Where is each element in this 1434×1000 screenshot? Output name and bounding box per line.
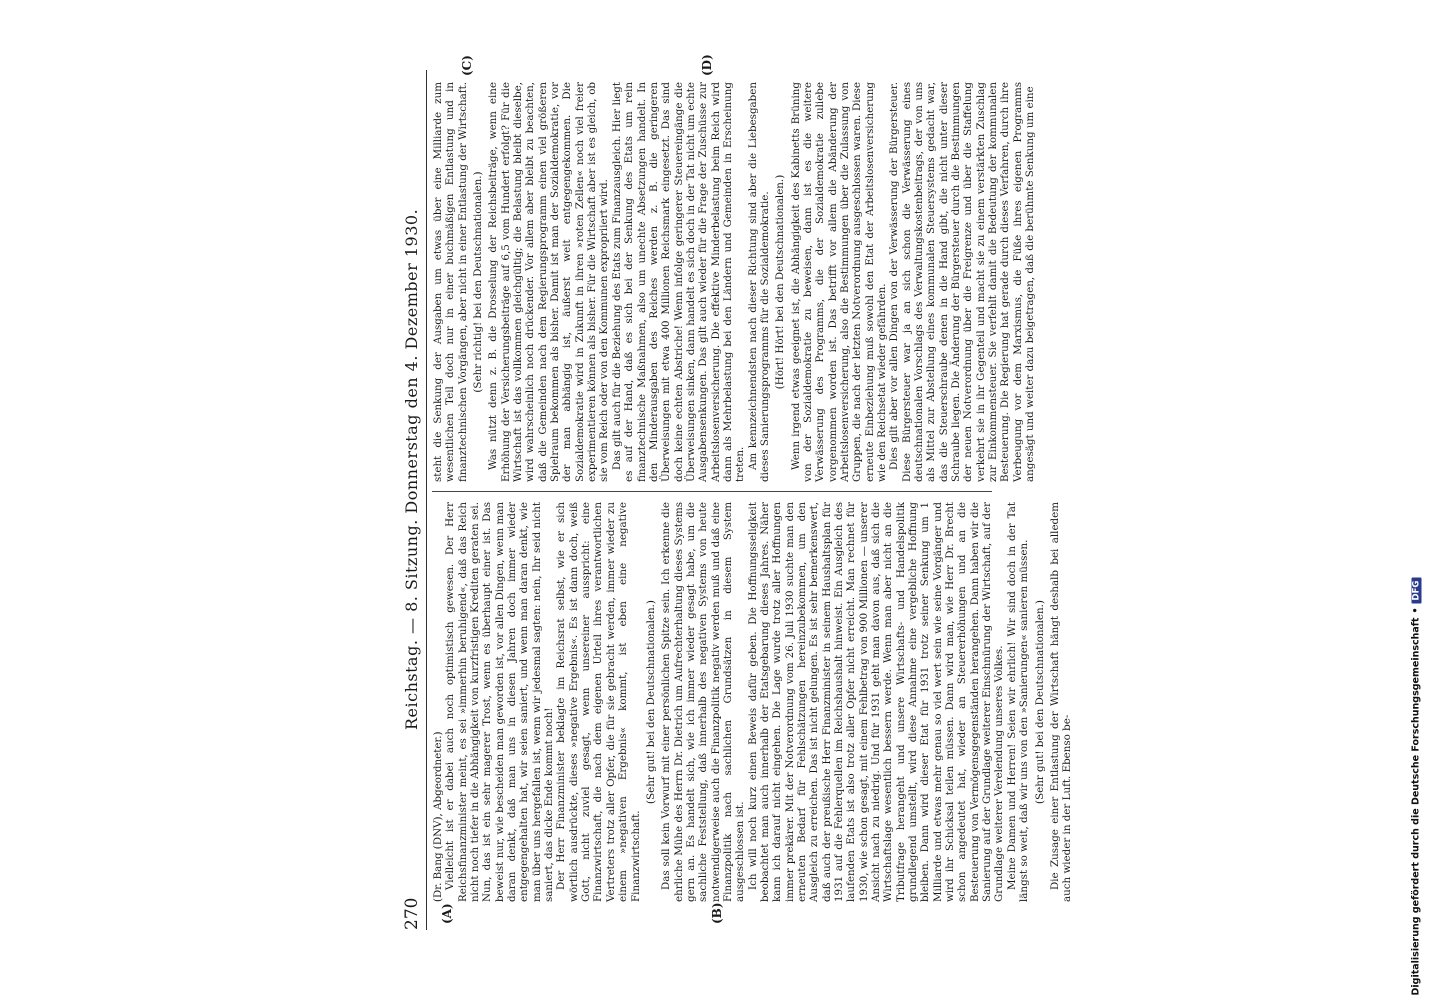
interjection: (Sehr gut! bei den Deutschnationalen.) [1033, 600, 1046, 804]
paragraph: Das gilt auch für die Beziehung des Etats zum Finanzausgleich. Hier liegt es auf der Hand, daß es sich bei der Senkung des Etats um rein finanztechnische Maßnahmen, also um unechte Absetzungen handelt. In den Minderausgaben des Reiches werden z. B. die geringeren Überweisungen mit etwa 400 Millionen Reichsmark eingesetzt. Das sind doch keine echten Abstriche! Wenn infolge geringerer Steuereingänge die Überweisungen sinken, dann handelt es sich doch in der Tat nicht um echte Ausgabensenkungen. Das gilt auch wieder für die Frage der Zuschüsse zur Arbeitslosenversicherung. Die effektive Minderbelastung beim Reich wird dann als Mehrbelastung bei den Ländern und Gemeinden in Erscheinung treten. [610, 82, 747, 482]
paragraph: Was nützt denn z. B. die Drosselung der Reichsbeiträge, wenn eine Erhöhung der Versicherungsbeiträge auf 6,5 vom Hundert erfolgt? Für die Wirtschaft ist das vollkommen gleichgültig; die Belastung bleibt dieselbe, wird wahrscheinlich noch drückender. Vor allem aber bleibt zu beachten, daß die Gemeinden nach dem Regierungsprogramm einen viel größeren Spielraum bekommen als bisher. Damit ist man der Sozialdemokratie, vor der man abhängig ist, äußerst weit entgegengekommen. Die Sozialdemokratie wird in Zukunft in ihren »roten Zellen« noch viel freier experimentieren können als bisher. Für die Wirtschaft aber ist es gleich, ob sie vom Reich oder von den Kommunen expropriiert wird. [487, 82, 611, 482]
paragraph: Ich will noch kurz einen Beweis dafür geben. Die Hoffnungsseligkeit beobachtet man auch innerhalb der Etatsgebarung dieses Jahres. Näher kann ich darauf nicht eingehen. Die Lage wurde trotz aller Hoffnungen immer prekärer. Mit der Notverordnung vom 26. Juli 1930 suchte man den erneuten Bedarf für Fehlschätzungen hereinzubekommen, um den Ausgleich zu erreichen. Das ist nicht gelungen. Es ist sehr bemerkenswert, daß auch der preußische Herr Finanzminister in seinem Haushaltsplan für 1931 auf die Fehlerquellen im Reichshaushalt hinweist. Ein Ausgleich des laufenden Etats ist also trotz aller Opfer nicht erreicht. Man rechnet für 1930, wie schon gesagt, mit einem Fehlbetrag von 900 Millionen — unserer Ansicht nach zu niedrig. Und für 1931 geht man davon aus, daß sich die Wirtschaftslage wesentlich bessern werde. Wenn man aber nicht an die Tributfrage herangeht und unsere Wirtschafts- und Handelspolitik grundlegend umstellt, wird diese Annahme eine vergebliche Hoffnung bleiben. Dann wird dieser Etat für 1931 trotz seiner Senkung um 1 Milliarde und etwas mehr genau so viel wert sein wie seine Vorgänger und wird ihr Schicksal teilen müssen. Dann wird man, wie Herr Dr. Brecht schon angedeutet hat, wieder an Steuererhöhungen und an die Besteuerung von Vermögensgegenständen herangehen. Dann haben wir die Sanierung auf der Grundlage weiterer Einschnürung der Wirtschaft, auf der Grundlage weiterer Verelendung unseres Volkes. [746, 502, 1006, 902]
page-header [400, 70, 424, 930]
digitization-credit: Digitalisierung gefördert durch die Deutsche Forschungsgemeinschaft • DFG [1411, 16, 1422, 996]
header-rule [426, 70, 427, 930]
page-title: Reichstag. — 8. Sitzung. Donnerstag den 4. Dezember 1930. [402, 208, 421, 730]
page-number: 270 [402, 897, 422, 930]
interjection: (Hört! Hört! bei den Deutschnationalen.) [774, 174, 787, 390]
dfg-logo: DFG [1411, 578, 1421, 604]
rotated-page [400, 54, 1074, 930]
interjection: (Sehr richtig! bei den Deutschnationalen.) [472, 171, 485, 393]
interjection: (Sehr gut! bei den Deutschnationalen.) [644, 600, 657, 804]
paragraph: Wenn irgend etwas geeignet ist, die Abhängigkeit des Kabinetts Brüning von der Sozialdemokratie zu beweisen, dann ist es die weitere Verwässerung des Programms, die der Sozialdemokratie zuliebe vorgenommen worden ist. Das betrifft vor allem die Abänderung der Arbeitslosenversicherung, also die Bestimmungen über die Zulassung von Gruppen, die nach der letzten Notverordnung ausgeschlossen waren. Diese erneute Einbeziehung muß sowohl den Etat der Arbeitslosenversicherung wie den Reichsetat wieder gefährden. [789, 82, 889, 482]
paragraph: Am kennzeichnendsten nach dieser Richtung sind aber die Liebesgaben dieses Sanierungsprogramms für die Sozialdemokratie. [746, 82, 771, 482]
left-column [432, 502, 1074, 902]
right-column [432, 82, 1037, 482]
paragraph: Vielleicht ist er dabei auch noch optimistisch gewesen. Der Herr Reichsfinanzminister meint, es sei »immerhin beruhigend«, daß das Reich nicht noch tiefer in die Abhängigkeit von kurzfristigen Krediten geraten sei. Nun, das ist ein sehr magerer Trost, wenn es überhaupt einer ist. Das beweist nur, wie bescheiden man geworden ist, vor allen Dingen, wenn man daran denkt, daß man uns in diesen Jahren doch immer wieder entgegengehalten hat, wir seien saniert, und wenn man daran denkt, wie man über uns hergefallen ist, wenn wir jedesmal sagten: nein, Ihr seid nicht saniert, das dicke Ende kommt noch! [444, 502, 556, 902]
paragraph: Dies gilt aber vor allen Dingen von der Verwässerung der Bürgersteuer. Diese Bürgersteuer war ja an sich schon die Verwässerung eines deutschnationalen Vorschlags des Verwaltungskostenbeitrags, der von uns als Mittel zur Abstellung eines kommunalen Steuersystems gedacht war, das die Steuerschraube denen in die Hand gibt, die nicht unter dieser Schraube liegen. Die Änderung der Bürgersteuer durch die Bestimmungen der neuen Notverordnung über die Freigrenze und über die Staffelung verkehrt sie in ihr Gegenteil und macht sie zu einem verstärkten Zuschlag zur Einkommensteuer. Sie verfehlt damit die Bedeutung der kommunalen Besteuerung. Die Regierung hat gerade durch dieses Verfahren, durch ihre Verbeugung vor dem Marxismus, die Füße ihres eigenen Programms angesägt und weiter dazu beigetragen, daß die berühmte Senkung um eine [888, 82, 1037, 482]
margin-letter-c: (C) [460, 55, 474, 76]
paragraph: steht die Senkung der Ausgaben um etwas über eine Milliarde zum wesentlichen Teil doch nur in einer buchmäßigen Entlastung und in finanztechnischen Vorgängen, aber nicht in einer Entlastung der Wirtschaft. [432, 82, 469, 482]
margin-letter-a: (A) [440, 903, 454, 924]
paragraph: Meine Damen und Herren! Seien wir ehrlich! Wir sind doch in der Tat längst so weit, daß wir uns von den »Sanierungen« sanieren müssen. [1005, 502, 1031, 902]
paragraph: Die Zusage einer Entlastung der Wirtschaft hängt deshalb bei alledem auch wieder in der Luft. Ebenso be- [1048, 502, 1074, 902]
speaker-line: (Dr. Bang (DNV), Abgeordneter.) [432, 731, 444, 902]
paragraph: Das soll kein Vorwurf mit einer persönlichen Spitze sein. Ich erkenne die ehrliche Mühe des Herrn Dr. Dietrich um Aufrechterhaltung dieses Systems gern an. Es handelt sich, wie ich immer wieder gesagt habe, um die sachliche Feststellung, daß innerhalb des negativen Systems von heute notwendigerweise auch die Finanzpolitik negativ werden muß und daß eine Finanzpolitik nach sachlichen Grundsätzen in diesem System ausgeschlossen ist. [660, 502, 747, 902]
paragraph: Der Herr Finanzminister beklagte im Reichsrat selbst, wie er sich wörtlich ausdrückte, dieses »negative Ergebnis«. Es ist dann doch, weiß Gott, nicht zuviel gesagt, wenn unsereiner ausspricht: eine Finanzwirtschaft, die nach dem eigenen Urteil ihres verantwortlichen Vertreters trotz aller Opfer, die für sie gebracht werden, immer wieder zu einem »negativen Ergebnis« kommt, ist eben eine negative Finanzwirtschaft. [555, 502, 642, 902]
credit-text: Digitalisierung gefördert durch die Deutsche Forschungsgemeinschaft [1410, 617, 1422, 996]
column-divider [432, 491, 992, 492]
margin-letter-b: (B) [710, 902, 724, 924]
margin-letter-d: (D) [700, 54, 714, 76]
